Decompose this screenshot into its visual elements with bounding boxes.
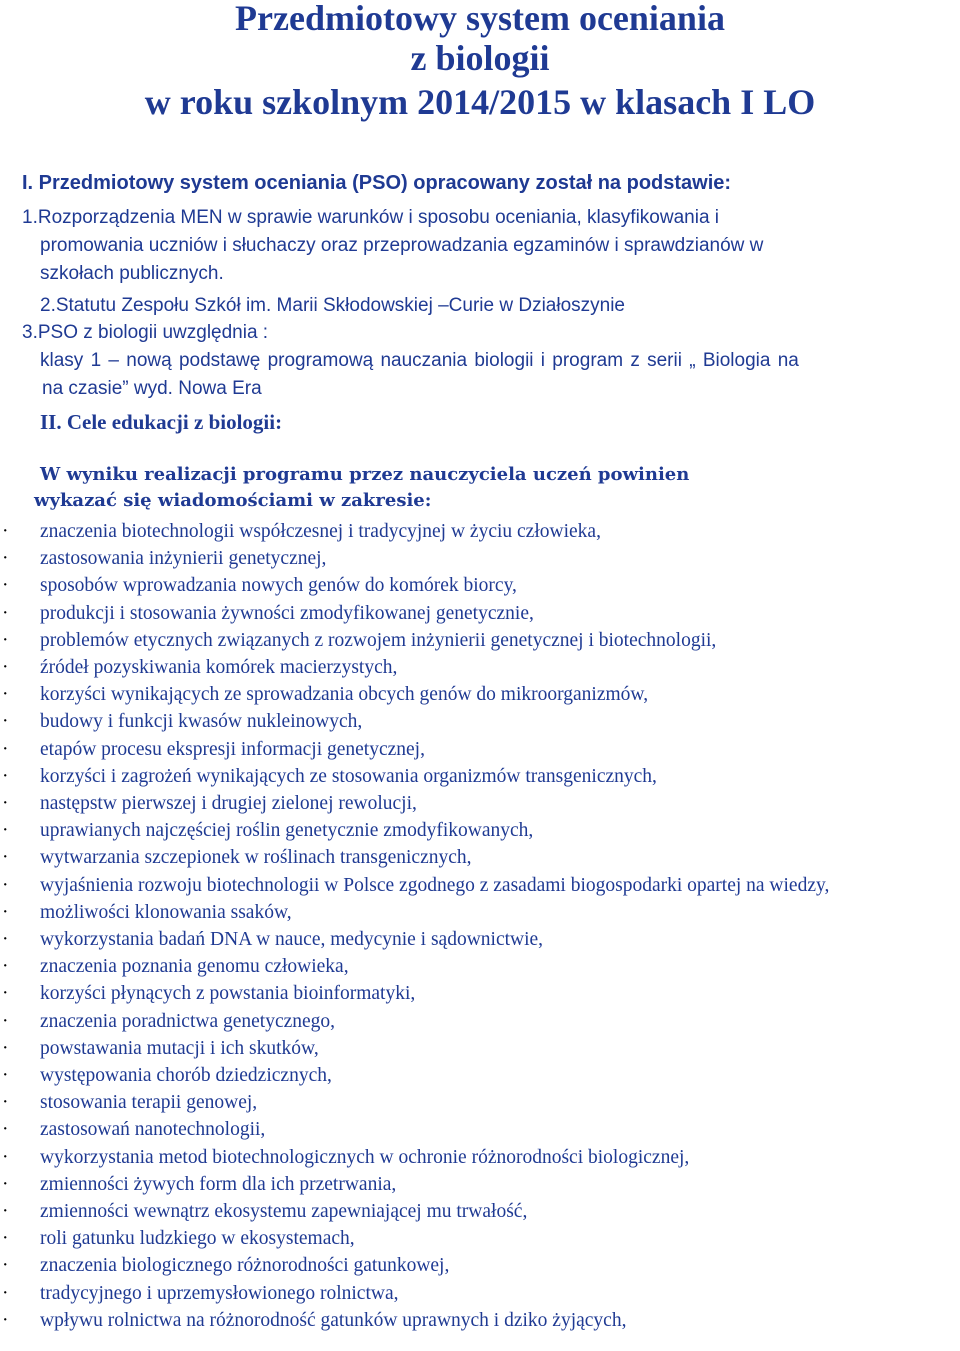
bullet-icon: · — [2, 1201, 9, 1223]
bullet-icon: · — [2, 1255, 9, 1277]
list-item-text: znaczenia poradnictwa genetycznego, — [40, 1010, 336, 1032]
bullet-icon: · — [2, 820, 9, 842]
list-item — [0, 1116, 960, 1143]
list-item — [0, 545, 960, 572]
bullet-icon: · — [2, 521, 9, 542]
section-2-intro — [34, 462, 690, 514]
list-item — [0, 1062, 960, 1089]
list-item — [0, 763, 960, 790]
list-item-text: zmienności żywych form dla ich przetrwania, — [40, 1173, 397, 1195]
list-item-text: możliwości klonowania ssaków, — [40, 901, 292, 923]
bullet-icon: · — [2, 1173, 9, 1195]
list-item — [0, 1171, 960, 1198]
bullet-icon: · — [2, 1119, 9, 1141]
bullet-icon: · — [2, 1065, 9, 1087]
intro-line-1: W wyniku realizacji programu przez nauczyciela uczeń powinien — [40, 464, 690, 485]
intro-line-2: wykazać się wiadomościami w zakresie: — [34, 490, 432, 511]
list-item-text: powstawania mutacji i ich skutków, — [40, 1037, 319, 1059]
list-item-text: następstw pierwszej i drugiej zielonej rewolucji, — [40, 793, 417, 815]
title-line-3: w roku szkolnym 2014/2015 w klasach I LO — [144, 82, 816, 122]
list-item — [0, 899, 960, 926]
list-item — [0, 1252, 960, 1279]
list-item-text: sposobów wprowadzania nowych genów do komórek biorcy, — [40, 575, 517, 597]
list-item — [0, 1089, 960, 1116]
list-item-text: znaczenia biologicznego różnorodności gatunkowej, — [40, 1255, 450, 1277]
list-item — [0, 708, 960, 735]
bullet-icon: · — [2, 1010, 9, 1032]
list-item — [0, 1280, 960, 1307]
list-item — [0, 953, 960, 980]
list-item — [0, 518, 960, 545]
section-1-heading: I. Przedmiotowy system oceniania (PSO) opracowany został na podstawie: — [22, 172, 732, 194]
list-item-text: stosowania terapii genowej, — [40, 1092, 258, 1114]
list-item — [0, 844, 960, 871]
section-1-item-1 — [22, 204, 942, 288]
list-item-text: źródeł pozyskiwania komórek macierzystych, — [40, 657, 398, 679]
list-item — [0, 681, 960, 708]
item-3-line-3: na czasie” wyd. Nowa Era — [42, 378, 262, 399]
list-item-text: zastosowań nanotechnologii, — [40, 1119, 266, 1141]
item-3-line-2: klasy 1 – nową podstawę programową nauczania biologii i program z serii „ Biologia na — [40, 350, 799, 371]
list-item-text: wpływu rolnictwa na różnorodność gatunków uprawnych i dziko żyjących, — [40, 1309, 627, 1331]
list-item-text: wykorzystania metod biotechnologicznych w ochronie różnorodności biologicznej, — [40, 1146, 690, 1168]
bullet-icon: · — [2, 1228, 9, 1250]
list-item — [0, 790, 960, 817]
bullet-icon: · — [2, 711, 9, 733]
list-item-text: znaczenia biotechnologii współczesnej i tradycyjnej w życiu człowieka, — [40, 521, 601, 542]
list-item — [0, 1225, 960, 1252]
item-1-line-2: promowania uczniów i słuchaczy oraz przeprowadzania egzaminów i sprawdzianów w — [40, 235, 764, 256]
list-item — [0, 572, 960, 599]
list-item — [0, 926, 960, 953]
item-1-line-1: 1.Rozporządzenia MEN w sprawie warunków i sposobu oceniania, klasyfikowania i — [22, 207, 720, 228]
list-item — [0, 872, 960, 899]
list-item-text: etapów procesu ekspresji informacji genetycznej, — [40, 738, 425, 760]
list-item-text: korzyści płynących z powstania bioinformatyki, — [40, 983, 416, 1005]
bullet-icon: · — [2, 684, 9, 706]
bullet-icon: · — [2, 602, 9, 624]
bullet-icon: · — [2, 765, 9, 787]
bullet-icon: · — [2, 738, 9, 760]
list-item — [0, 627, 960, 654]
list-item — [0, 980, 960, 1007]
list-item-text: korzyści wynikających ze sprowadzania obcych genów do mikroorganizmów, — [40, 684, 649, 706]
item-1-line-3: szkołach publicznych. — [40, 263, 224, 284]
bullet-icon: · — [2, 874, 9, 896]
list-item-text: wytwarzania szczepionek w roślinach transgenicznych, — [40, 847, 472, 869]
list-item-text: problemów etycznych związanych z rozwojem inżynierii genetycznej i biotechnologii, — [40, 629, 717, 651]
section-2-heading: II. Cele edukacji z biologii: — [40, 410, 283, 434]
list-item — [0, 1144, 960, 1171]
list-item — [0, 1307, 960, 1334]
list-item-text: występowania chorób dziedzicznych, — [40, 1065, 332, 1087]
bullet-icon: · — [2, 929, 9, 951]
title-line-2: z biologii — [410, 38, 550, 78]
bullet-icon: · — [2, 1309, 9, 1331]
list-item — [0, 817, 960, 844]
list-item — [0, 600, 960, 627]
list-item-text: produkcji i stosowania żywności zmodyfikowanej genetycznie, — [40, 602, 534, 624]
list-item — [0, 736, 960, 763]
bullet-icon: · — [2, 1146, 9, 1168]
list-item-text: znaczenia poznania genomu człowieka, — [40, 956, 349, 978]
goals-list — [0, 518, 960, 1334]
list-item-text: wyjaśnienia rozwoju biotechnologii w Polsce zgodnego z zasadami biogospodarki opartej na wiedzy, — [40, 874, 830, 896]
bullet-icon: · — [2, 793, 9, 815]
list-item — [0, 1008, 960, 1035]
bullet-icon: · — [2, 956, 9, 978]
list-item-text: uprawianych najczęściej roślin genetycznie zmodyfikowanych, — [40, 820, 534, 842]
bullet-icon: · — [2, 1092, 9, 1114]
bullet-icon: · — [2, 901, 9, 923]
section-1-item-3 — [22, 319, 799, 403]
list-item — [0, 654, 960, 681]
list-item-text: korzyści i zagrożeń wynikających ze stosowania organizmów transgenicznych, — [40, 765, 657, 787]
bullet-icon: · — [2, 548, 9, 570]
section-1-item-2: 2.Statutu Zespołu Szkół im. Marii Skłodowskiej –Curie w Działoszynie — [40, 295, 626, 316]
title-line-1: Przedmiotowy system oceniania — [235, 0, 725, 38]
bullet-icon: · — [2, 1037, 9, 1059]
list-item-text: budowy i funkcji kwasów nukleinowych, — [40, 711, 363, 733]
bullet-icon: · — [2, 1282, 9, 1304]
list-item-text: zastosowania inżynierii genetycznej, — [40, 548, 327, 570]
list-item-text: tradycyjnego i uprzemysłowionego rolnictwa, — [40, 1282, 399, 1304]
list-item-text: wykorzystania badań DNA w nauce, medycynie i sądownictwie, — [40, 929, 544, 951]
list-item — [0, 1035, 960, 1062]
list-item-text: roli gatunku ludzkiego w ekosystemach, — [40, 1228, 355, 1250]
item-3-line-1: 3.PSO z biologii uwzględnia : — [22, 322, 269, 343]
bullet-icon: · — [2, 983, 9, 1005]
bullet-icon: · — [2, 629, 9, 651]
bullet-icon: · — [2, 657, 9, 679]
bullet-icon: · — [2, 847, 9, 869]
list-item — [0, 1198, 960, 1225]
list-item-text: zmienności wewnątrz ekosystemu zapewniającej mu trwałość, — [40, 1201, 528, 1223]
bullet-icon: · — [2, 575, 9, 597]
